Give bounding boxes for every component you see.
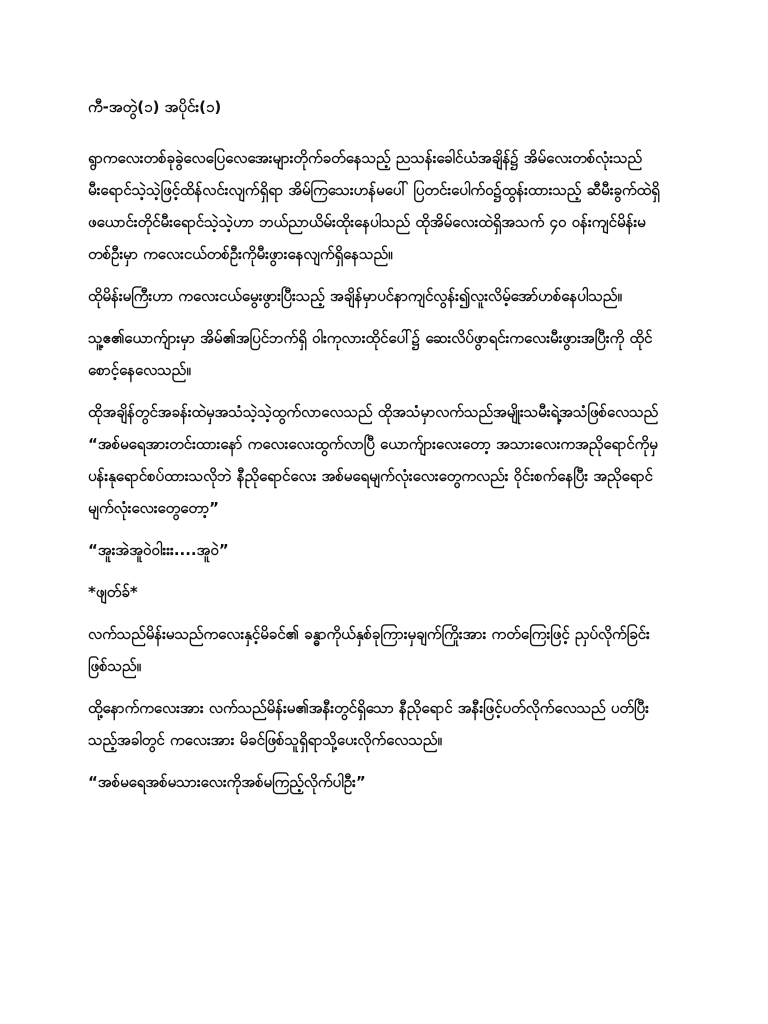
paragraph-line: ထိုအချိန်တွင်အခန်းထဲမှအသံသဲ့သဲ့ထွက်လာလေသည် ထိုအသံမှာလက်သည်အမျိုးသမီးရဲ့အသံဖြစ်လေသည် xyxy=(88,403,659,421)
paragraph-line: သူ့ဧ၏ယောက်ျားမှာ အိမ်၏အပြင်ဘက်ရှိ ဝါးကုလားထိုင်ပေါ်၌ ဆေးလိပ်ဖွာရင်းကလေးမီးဖွားအပြီးကို ထိုင် xyxy=(88,329,653,347)
paragraph-line: မီးရောင်သဲ့သဲ့ဖြင့်ထိန်လင်းလျက်ရှိရာ အိမ်ကြသေးဟန်မပေါ် ပြတင်းပေါက်ဝ၌ထွန်းထားသည့် ဆီမီးခွက်ထဲရှိ xyxy=(88,181,660,199)
paragraph xyxy=(88,322,688,386)
chapter-heading: ကီ-အတွဲ(၁) အပိုင်း(၁) xyxy=(88,98,222,116)
paragraph xyxy=(88,142,688,270)
paragraph xyxy=(88,576,688,608)
document-page xyxy=(88,94,688,808)
paragraph-line: ပန်းနုရောင်စပ်ထားသလိုဘဲ နီညိုရောင်လေး အစ်မရေမျက်လုံးလေးတွေကလည်း ဝိုင်းစက်နေပြီး အညိုရောင် xyxy=(88,467,653,485)
paragraph xyxy=(88,280,688,312)
paragraph-line: မျက်လုံးလေးတွေတော့” xyxy=(88,499,220,517)
paragraph xyxy=(88,692,688,756)
paragraph-line: ထိုမိန်းမကြီးဟာ ကလေးငယ်မွေးဖွားပြီးသည့် အချိန်မှာပင်နာကျင်လွန်း၍လူးလိမ့်အော်ဟစ်နေပါသည်။ xyxy=(88,287,622,305)
paragraph xyxy=(88,618,688,682)
paragraph xyxy=(88,766,688,798)
paragraph-line: ဖယောင်းတိုင်မီးရောင်သဲ့သဲ့ဟာ ဘယ်ညာယိမ်းထိုးနေပါသည် ထိုအိမ်လေးထဲရှိအသက် ၄၀ ဝန်းကျင်မိန်းမ xyxy=(88,213,646,231)
paragraphs-container xyxy=(88,142,688,798)
paragraph-line: စောင့်နေလေသည်။ xyxy=(88,361,191,379)
paragraph-line: “အူးအဲအူဝဲဝါးးး....အူဝဲ” xyxy=(88,541,229,559)
paragraph-line: တစ်ဦးမှာ ကလေးငယ်တစ်ဦးကိုမီးဖွားနေလျက်ရှိနေသည်။ xyxy=(88,245,393,263)
paragraph-line: *ဖျတ်ခ်* xyxy=(88,583,138,601)
paragraph xyxy=(88,534,688,566)
paragraph-line: “အစ်မရေအစ်မသားလေးကိုအစ်မကြည့်လိုက်ပါဦး” xyxy=(88,773,366,791)
paragraph-line: သည့်အခါတွင် ကလေးအား မိခင်ဖြစ်သူရှိရာသို့ပေးလိုက်လေသည်။ xyxy=(88,731,442,749)
paragraph xyxy=(88,396,688,524)
paragraph-line: “အစ်မရေအားတင်းထားနော် ကလေးလေးထွက်လာပြီ ယောက်ျားလေးတော့ အသားလေးကအညိုရောင်ကိုမှ xyxy=(88,435,658,453)
paragraph-line: လက်သည်မိန်းမသည်ကလေးနှင့်မိခင်၏ ခန္ဓာကိုယ်နှစ်ခုကြားမှချက်ကြိုးအား ကတ်ကြေးဖြင့် ညှပ်လိုက်ခြင်း xyxy=(88,625,650,643)
paragraph-line: ရွာကလေးတစ်ခုခွဲလေပြေလေအေးများတိုက်ခတ်နေသည့် ညသန်းခေါင်ယံအချိန်၌ အိမ်လေးတစ်လုံးသည် xyxy=(88,149,643,167)
paragraph-line: ထို့နောက်ကလေးအား လက်သည်မိန်းမ၏အနီးတွင်ရှိသော နီညိုရောင် အနီးဖြင့်ပတ်လိုက်လေသည် ပတ်ပြီး xyxy=(88,699,649,717)
paragraph-line: ဖြစ်သည်။ xyxy=(88,657,142,675)
